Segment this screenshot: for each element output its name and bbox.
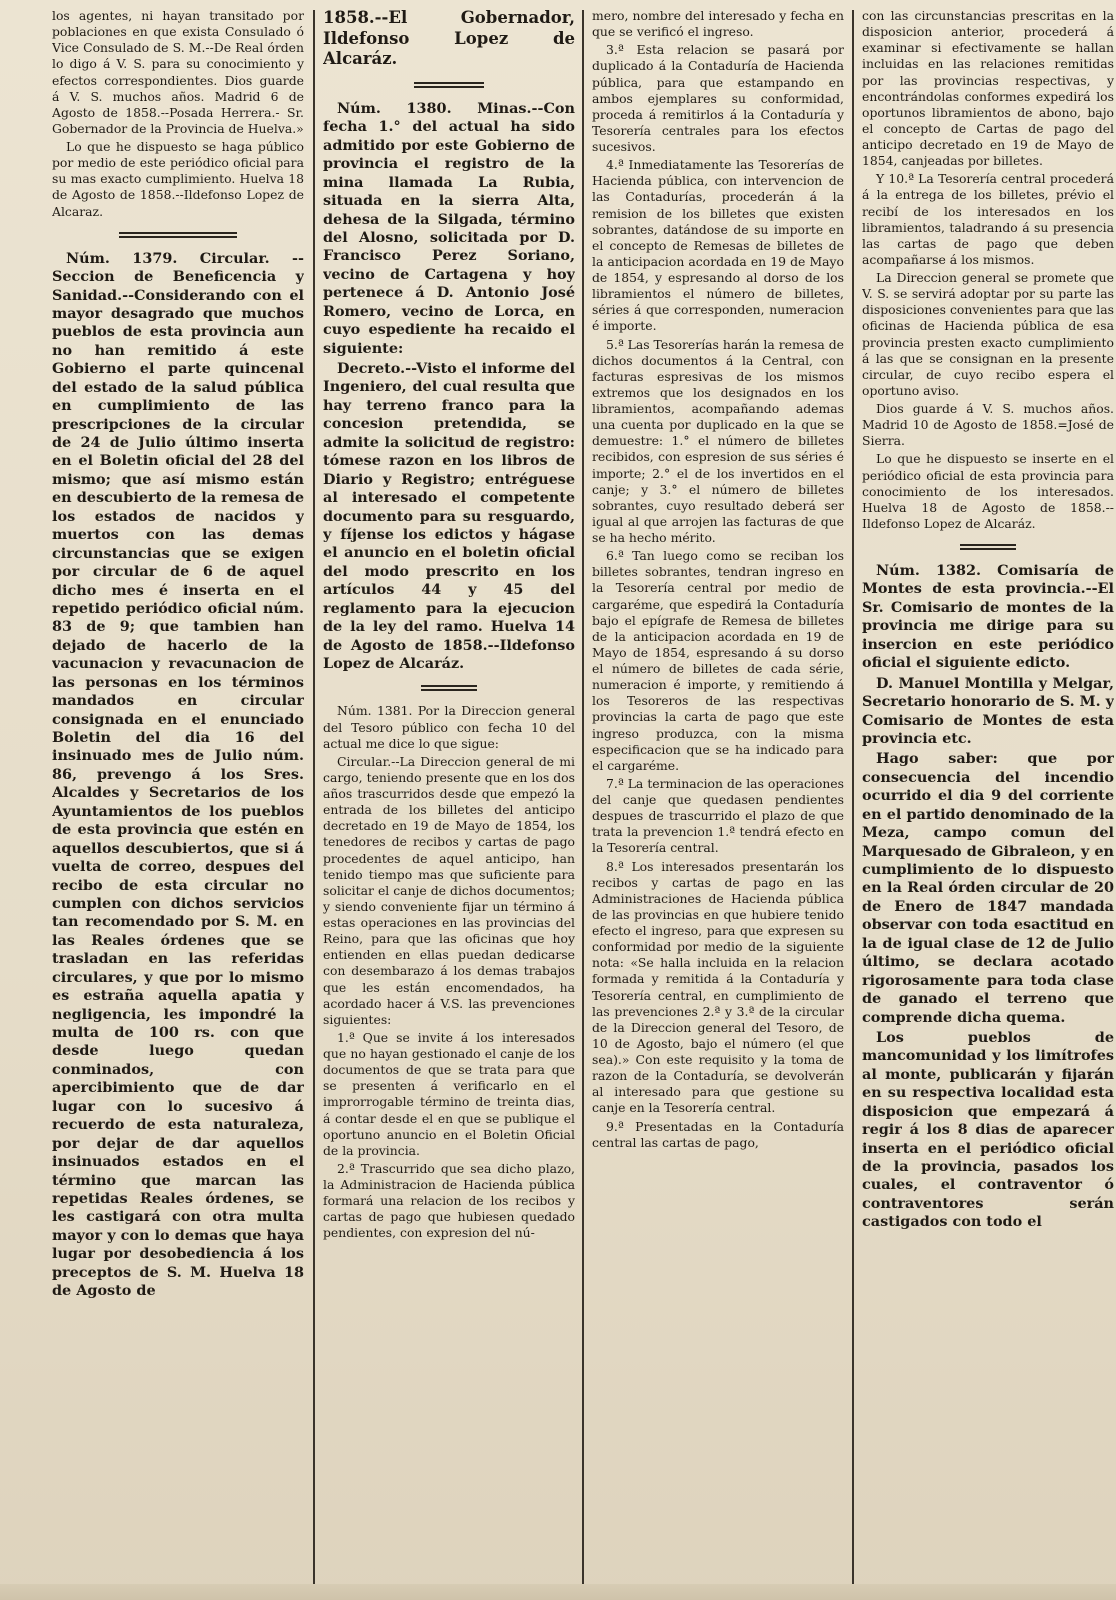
provision-5: 5.ª Las Tesorerías harán la remesa de dichos documentos á la Central, con facturas espresivas de los mismos extremos que los designados en los libramientos, acompañando ademas una cuenta por duplicado en la que se demuestre: 1.° el número de billetes recibidos, con espresion de sus séries é importe; 2.° el de los invertidos en el canje; y 3.° el número de billetes sobrantes, cuyo resultado deberá ser igual al que arrojen las facturas de que se ha hecho mérito. <box>592 336 844 545</box>
publication-order: Lo que he dispuesto se inserte en el periódico oficial de esta provincia para conocimiento de los interesados. Huelva 18 de Agosto de 1858.--Ildefonso Lopez de Alcaráz. <box>862 451 1114 531</box>
column-2 <box>323 8 575 1588</box>
signature-line: 1858.--El Gobernador, Ildefonso Lopez de Alcaráz. <box>323 8 575 69</box>
provision-9: 9.ª Presentadas en la Contaduría central las cartas de pago, <box>592 1118 844 1150</box>
article-continuation: los agentes, ni hayan transitado por poblaciones en que exista Consulado ó Vice Consulado de S. M.--De Real órden lo digo á V. S. para su conocimiento y efectos correspondientes. Dios guarde á V. S. muchos años. Madrid 6 de Agosto de 1858.--Posada Herrera.- Sr. Gobernador de la Provincia de Huelva.» <box>52 8 304 136</box>
provision-1: 1.ª Que se invite á los interesados que no hayan gestionado el canje de los documentos de que se trata para que se presenten á verificarlo en el improrrogable término de treinta dias, á contar desde el en que se publique el oportuno anuncio en el Boletin Oficial de la provincia. <box>323 1029 575 1158</box>
provision-10: Y 10.ª La Tesorería central procederá á la entrega de los billetes, prévio el recibí de los interesados en los libramientos, taladrando á su presencia las cartas de pago que deben acompañarse á los mismos. <box>862 171 1114 267</box>
section-separator <box>421 685 477 691</box>
column-divider <box>582 10 584 1585</box>
closing-greeting: Dios guarde á V. S. muchos años. Madrid 10 de Agosto de 1858.=José de Sierra. <box>862 401 1114 449</box>
column-divider <box>852 10 854 1585</box>
section-separator <box>119 232 237 238</box>
provision-8: 8.ª Los interesados presentarán los recibos y cartas de pago en las Administraciones de Hacienda pública de las provincias en que hubiere tenido efecto el ingreso, para que expresen su conformidad por medio de la siguiente nota: «Se halla incluida en la relacion formada y remitida á la Contaduría y Tesorería central, en cumplimiento de las prevenciones 2.ª y 3.ª de la circular de la Direccion general del Tesoro, de 10 de Agosto, bajo el número (el que sea).» Con este requisito y la toma de razon de la Contaduría, se devolverán al interesado para que gestione su canje en la Tesorería central. <box>592 858 844 1116</box>
provision-3: 3.ª Esta relacion se pasará por duplicado á la Contaduría de Hacienda pública, para que estampando en ambos ejemplares su conformidad, proceda á remitirlos á la Contaduría y Tesorería centrales para los efectos sucesivos. <box>592 42 844 154</box>
page-bottom-edge <box>0 1584 1116 1600</box>
edict-notice: Hago saber: que por consecuencia del incendio ocurrido el dia 9 del corriente en el partido denominado de la Meza, campo comun del Marquesado de Gibraleon, y en cumplimiento de lo dispuesto en la Real órden circular de 20 de Enero de 1847 mandada observar con toda esactitud en la de igual clase de 12 de Julio último, se declara acotado rigorosamente para toda clase de ganado el terreno que comprende dicha quema. <box>862 750 1114 1026</box>
article-continuation: con las circunstancias prescritas en la disposicion anterior, procederá á examinar si efectivamente se hallan incluidas en las relaciones remitidas por las provincias respectivas, y encontrándolas conformes expedirá los oportunos libramientos de abono, bajo el concepto de Cartas de pago del anticipo decretado en 19 de Mayo de 1854, canjeadas por billetes. <box>862 8 1114 169</box>
edict-towns: Los pueblos de mancomunidad y los limítrofes al monte, publicarán y fijarán en su respectiva localidad esta disposicion que empezará á regir á los 8 dias de aparecer inserta en el periódico oficial de la provincia, pasados los cuales, el contraventor ó contraventores serán castigados con todo el <box>862 1028 1114 1231</box>
edict-author: D. Manuel Montilla y Melgar, Secretario honorario de S. M. y Comisario de Montes de esta provincia etc. <box>862 674 1114 747</box>
column-4 <box>862 8 1114 1588</box>
provision-6: 6.ª Tan luego como se reciban los billetes sobrantes, tendran ingreso en la Tesorería central por medio de cargaréme, que espedirá la Contaduría bajo el epígrafe de Remesa de billetes de la anticipacion acordada en 19 de Mayo de 1854, espresando á su dorso el número de billetes de cada série, numeracion é importe, y remitiendo á los Tesoreros de las respectivas provincias la carta de pago que este ingreso produzca, con la misma especificacion que se ha indicado para el cargaréme. <box>592 548 844 773</box>
provision-2: 2.ª Trascurrido que sea dicho plazo, la Administracion de Hacienda pública formará una relacion de los recibos y cartas de pago que hubiesen quedado pendientes, con expresion del nú- <box>323 1160 575 1241</box>
decree-text: Decreto.--Visto el informe del Ingeniero, del cual resulta que hay terreno franco para la concesion pretendida, se admite la solicitud de registro: tómese razon en los libros de Diario y Registro; entréguese al interesado el competente documento para su resguardo, y fíjense los edictos y hágase el anuncio en el boletin oficial del modo prescrito en los artículos 44 y 45 del reglamento para la ejecucion de la ley del ramo. Huelva 14 de Agosto de 1858.--Ildefonso Lopez de Alcaráz. <box>323 360 575 672</box>
circular-text: Circular.--La Direccion general de mi cargo, teniendo presente que en los dos años trascurridos desde que empezó la entrada de los billetes del anticipo decretado en 19 de Mayo de 1854, los tenedores de recibos y cartas de pago procedentes de aquel anticipo, han tenido tiempo mas que suficiente para solicitar el canje de dichos documentos; y siendo conveniente fijar un término á estas operaciones en las provincias del Reino, para que las oficinas que hoy entienden en ellas puedan dedicarse con desembarazo á los demas trabajos que les están encomendados, ha acordado hacer á V.S. las prevenciones siguientes: <box>323 753 575 1027</box>
article-1382: Núm. 1382. Comisaría de Montes de esta provincia.--El Sr. Comisario de montes de la provincia me dirige para su insercion en este periódico oficial el siguiente edicto. <box>862 562 1114 672</box>
article-1379: Núm. 1379. Circular. --Seccion de Beneficencia y Sanidad.--Considerando con el mayor desagrado que muchos pueblos de esta provincia aun no han remitido á este Gobierno el parte quincenal del estado de la salud pública en cumplimiento de las prescripciones de la circular de 24 de Julio último inserta en el Boletin oficial del 28 del mismo; que así mismo están en descubierto de la remesa de los estados de nacidos y muertos con las demas circunstancias que se exigen por circular de 6 de aquel dicho mes é inserta en el repetido periódico oficial núm. 83 de 9; que tambien han dejado de hacerlo de la vacunacion y revacunacion de las personas en los términos mandados en circular consignada en el enunciado Boletin del dia 16 del insinuado mes de Julio núm. 86, prevengo á los Sres. Alcaldes y Secretarios de los Ayuntamientos de los pueblos de esta provincia que estén en aquellos descubiertos, que si á vuelta de correo, despues del recibo de esta circular no cumplen con dichos servicios tan recomendado por S. M. en las Reales órdenes que se trasladan en las referidas circulares, y que por lo mismo es estraña aquella apatia y negligencia, les impondré la multa de 100 rs. con que desde luego quedan conminados, con apercibimiento que de dar lugar con lo sucesivo á recuerdo de esta naturaleza, por dejar de dar aquellos insinuados estados en el término que marcan las repetidas Reales órdenes, se les castigará con otra multa mayor y con lo demas que haya lugar por desobediencia á los preceptos de S. M. Huelva 18 de Agosto de <box>52 249 304 1300</box>
article-1381: Núm. 1381. Por la Direccion general del Tesoro público con fecha 10 del actual me dice lo que sigue: <box>323 703 575 751</box>
article-closing: Lo que he dispuesto se haga público por medio de este periódico oficial para su mas exacto cumplimiento. Huelva 18 de Agosto de 1858.--Ildefonso Lopez de Alcaraz. <box>52 139 304 219</box>
section-separator <box>414 82 484 88</box>
column-divider <box>313 10 315 1585</box>
article-1380: Núm. 1380. Minas.--Con fecha 1.° del actual ha sido admitido por este Gobierno de provincia el registro de la mina llamada La Rubia, situada en la sierra Alta, dehesa de la Silgada, término del Alosno, solicitada por D. Francisco Perez Soriano, vecino de Cartagena y hoy pertenece á D. Antonio José Romero, vecino de Lorca, en cuyo espediente ha recaido el siguiente: <box>323 99 575 357</box>
column-3 <box>592 8 844 1588</box>
provision-7: 7.ª La terminacion de las operaciones del canje que quedasen pendientes despues de trascurrido el plazo de que trata la prevencion 1.ª tendrá efecto en la Tesorería central. <box>592 775 844 856</box>
provision-4: 4.ª Inmediatamente las Tesorerías de Hacienda pública, con intervencion de las Contadurías, procederán á la remision de los billetes que existen sobrantes, datándose de su importe en el concepto de Remesas de billetes de la anticipacion acordada en 19 de Mayo de 1854, y espresando al dorso de los libramientos el número de billetes, séries á que corresponden, numeracion é importe. <box>592 157 844 334</box>
column-1 <box>52 8 304 1588</box>
article-continuation: mero, nombre del interesado y fecha en que se verificó el ingreso. <box>592 8 844 40</box>
direction-statement: La Direccion general se promete que V. S. se servirá adoptar por su parte las disposiciones convenientes para que las oficinas de Hacienda pública de esa provincia presten exacto cumplimiento á las que se consignan en la presente circular, de cuyo recibo espera el oportuno aviso. <box>862 270 1114 398</box>
section-separator <box>960 544 1016 550</box>
